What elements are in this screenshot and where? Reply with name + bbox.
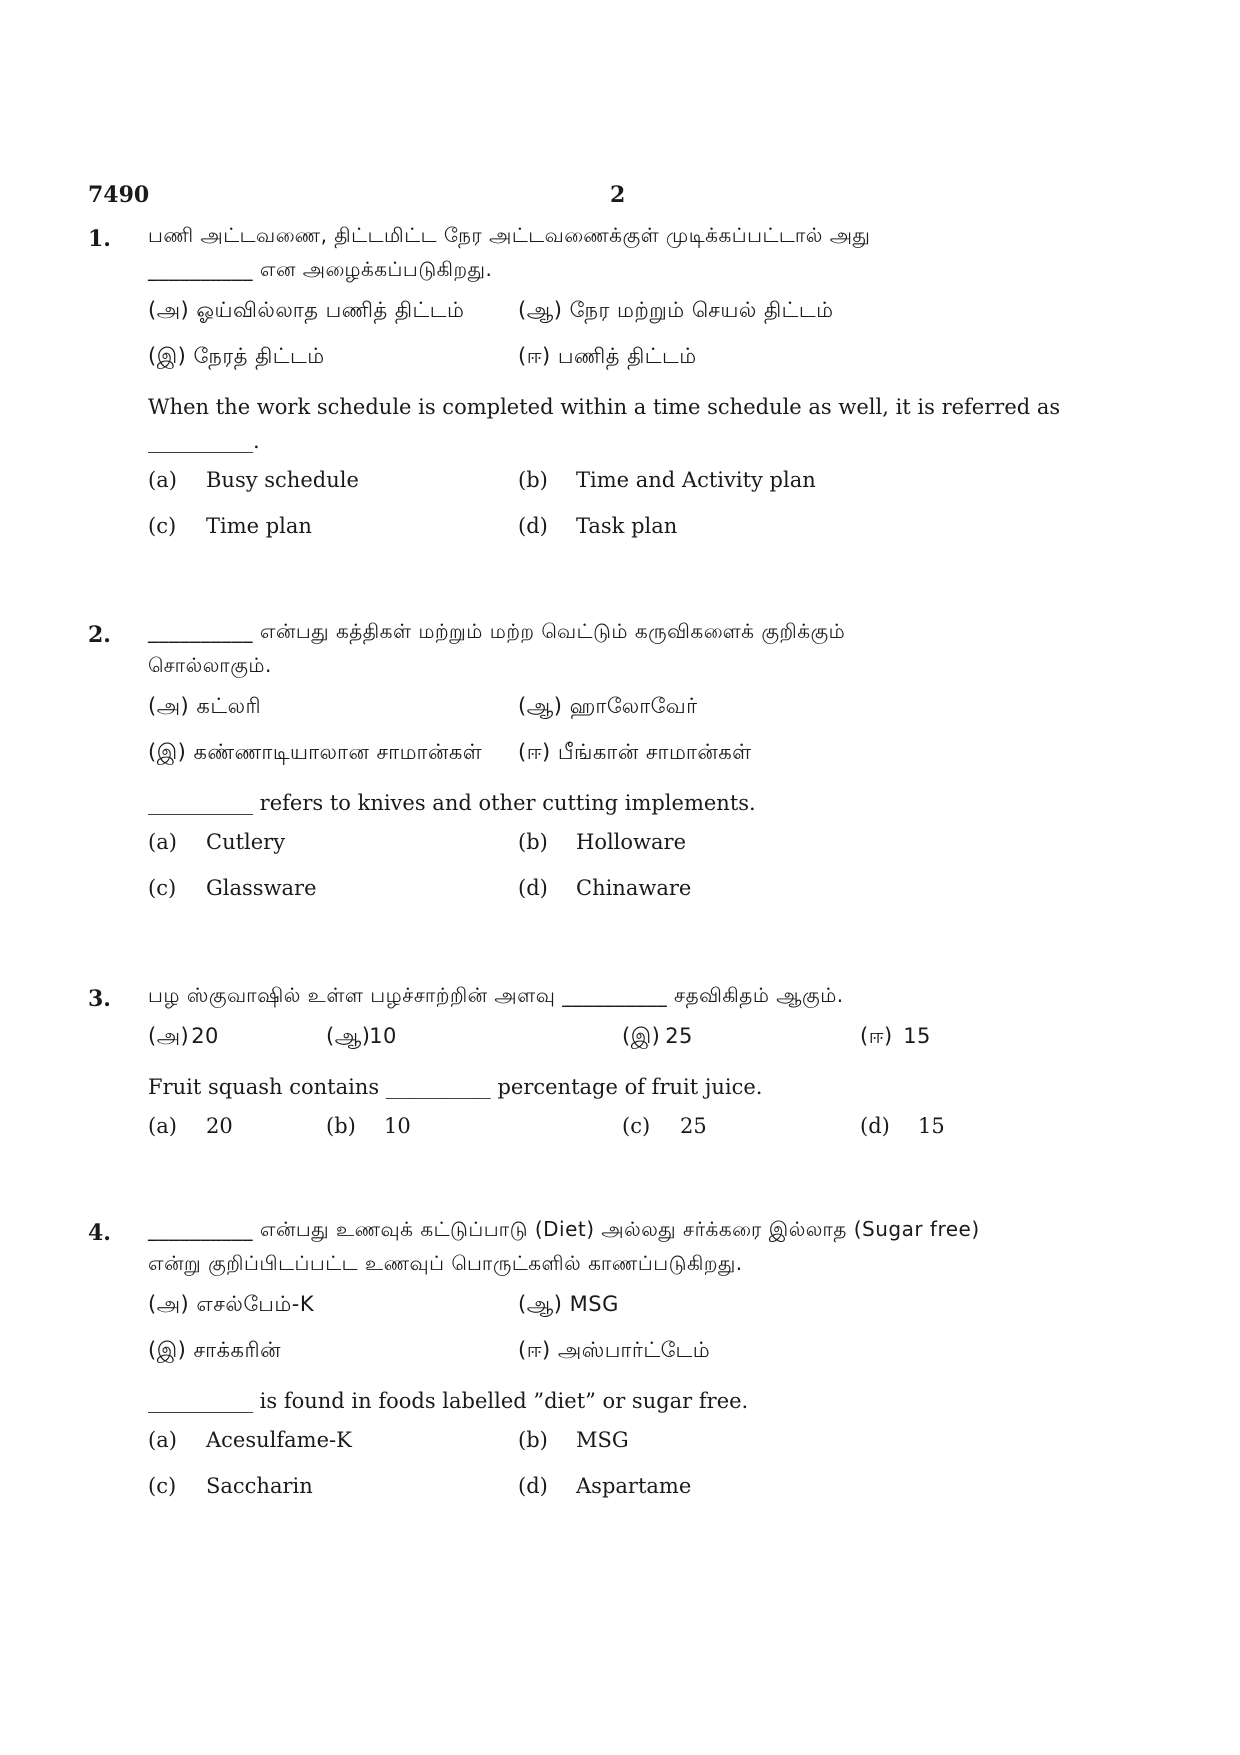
tamil-option-a: (அ) 20: [148, 1024, 219, 1048]
english-options-row-1: [148, 830, 1098, 876]
tamil-options-row-2: [148, 1338, 1098, 1384]
english-option-d: (d) Task plan: [518, 514, 678, 538]
tamil-option-b: (ஆ) 10: [326, 1024, 397, 1048]
page-number: 2: [610, 182, 626, 208]
tamil-option-c: (இ) நேரத் திட்டம்: [148, 344, 325, 368]
paper-code: 7490: [88, 182, 150, 208]
english-options-row-2: [148, 876, 1098, 922]
tamil-options-row-1: [148, 1292, 1098, 1338]
question-number: 2.: [88, 622, 111, 648]
english-options-row-1: [148, 468, 1098, 514]
english-option-c: (c) Time plan: [148, 514, 312, 538]
tamil-options-row-2: [148, 344, 1098, 390]
english-option-a: (a) Busy schedule: [148, 468, 359, 492]
english-option-a: (a) 20: [148, 1114, 233, 1138]
english-options-row-2: [148, 1474, 1098, 1520]
question-number: 1.: [88, 226, 111, 252]
english-option-b: (b) Time and Activity plan: [518, 468, 816, 492]
question-body: [148, 1212, 1098, 1520]
tamil-stem-line-1: பழ ஸ்குவாஷில் உள்ள பழச்சாற்றின் அளவு __________ சதவிகிதம் ஆகும்.: [148, 983, 844, 1007]
tamil-option-a: (அ) ஓய்வில்லாத பணித் திட்டம்: [148, 298, 465, 322]
tamil-option-b: (ஆ) MSG: [518, 1292, 619, 1316]
english-option-a: (a) Acesulfame-K: [148, 1428, 352, 1452]
tamil-option-a: (அ) கட்லரி: [148, 694, 262, 718]
english-option-d: (d) Chinaware: [518, 876, 692, 900]
tamil-option-a: (அ) எசல்பேம்-K: [148, 1292, 315, 1316]
tamil-options-row-1: [148, 298, 1098, 344]
tamil-options-row: [148, 1024, 1098, 1070]
english-stem-line-2: __________.: [148, 429, 260, 453]
english-option-d: (d) 15: [860, 1114, 945, 1138]
tamil-option-d: (ஈ) அஸ்பார்ட்டேம்: [518, 1338, 711, 1362]
english-stem-line-1: __________ refers to knives and other cutting implements.: [148, 791, 756, 815]
tamil-options-row-2: [148, 740, 1098, 786]
tamil-stem-line-2: என்று குறிப்பிடப்பட்ட உணவுப் பொருட்களில் காணப்படுகிறது.: [148, 1251, 743, 1275]
tamil-stem-line-1: __________ என்பது உணவுக் கட்டுப்பாடு (Diet) அல்லது சர்க்கரை இல்லாத (Sugar free): [148, 1217, 980, 1241]
tamil-option-c: (இ) 25: [622, 1024, 693, 1048]
english-options-row-1: [148, 1428, 1098, 1474]
tamil-stem-line-2: சொல்லாகும்.: [148, 653, 272, 677]
english-stem-line-1: Fruit squash contains __________ percentage of fruit juice.: [148, 1075, 763, 1099]
tamil-option-c: (இ) கண்ணாடியாலான சாமான்கள்: [148, 740, 483, 764]
tamil-option-d: (ஈ) பீங்கான் சாமான்கள்: [518, 740, 752, 764]
english-option-c: (c) Saccharin: [148, 1474, 313, 1498]
english-option-c: (c) 25: [622, 1114, 707, 1138]
english-options-row-2: [148, 514, 1098, 560]
english-option-b: (b) Holloware: [518, 830, 686, 854]
english-option-b: (b) 10: [326, 1114, 411, 1138]
tamil-stem-line-1: __________ என்பது கத்திகள் மற்றும் மற்ற வெட்டும் கருவிகளைக் குறிக்கும்: [148, 619, 846, 643]
english-stem-line-1: When the work schedule is completed within a time schedule as well, it is referred as: [148, 395, 1061, 419]
tamil-option-b: (ஆ) ஹாலோவேர்: [518, 694, 698, 718]
english-option-a: (a) Cutlery: [148, 830, 286, 854]
question-body: [148, 218, 1098, 560]
english-option-c: (c) Glassware: [148, 876, 317, 900]
tamil-stem-line-1: பணி அட்டவணை, திட்டமிட்ட நேர அட்டவணைக்குள் முடிக்கப்பட்டால் அது: [148, 223, 871, 247]
tamil-option-c: (இ) சாக்கரின்: [148, 1338, 281, 1362]
english-option-d: (d) Aspartame: [518, 1474, 692, 1498]
question-number: 4.: [88, 1220, 111, 1246]
tamil-option-b: (ஆ) நேர மற்றும் செயல் திட்டம்: [518, 298, 834, 322]
english-option-b: (b) MSG: [518, 1428, 629, 1452]
tamil-option-d: (ஈ) 15: [860, 1024, 931, 1048]
tamil-options-row-1: [148, 694, 1098, 740]
question-number: 3.: [88, 986, 111, 1012]
tamil-option-d: (ஈ) பணித் திட்டம்: [518, 344, 697, 368]
english-options-row: [148, 1114, 1098, 1160]
english-stem-line-1: __________ is found in foods labelled ”diet” or sugar free.: [148, 1389, 749, 1413]
question-body: [148, 614, 1098, 922]
question-body: [148, 978, 1098, 1160]
tamil-stem-line-2: __________ என அழைக்கப்படுகிறது.: [148, 257, 493, 281]
